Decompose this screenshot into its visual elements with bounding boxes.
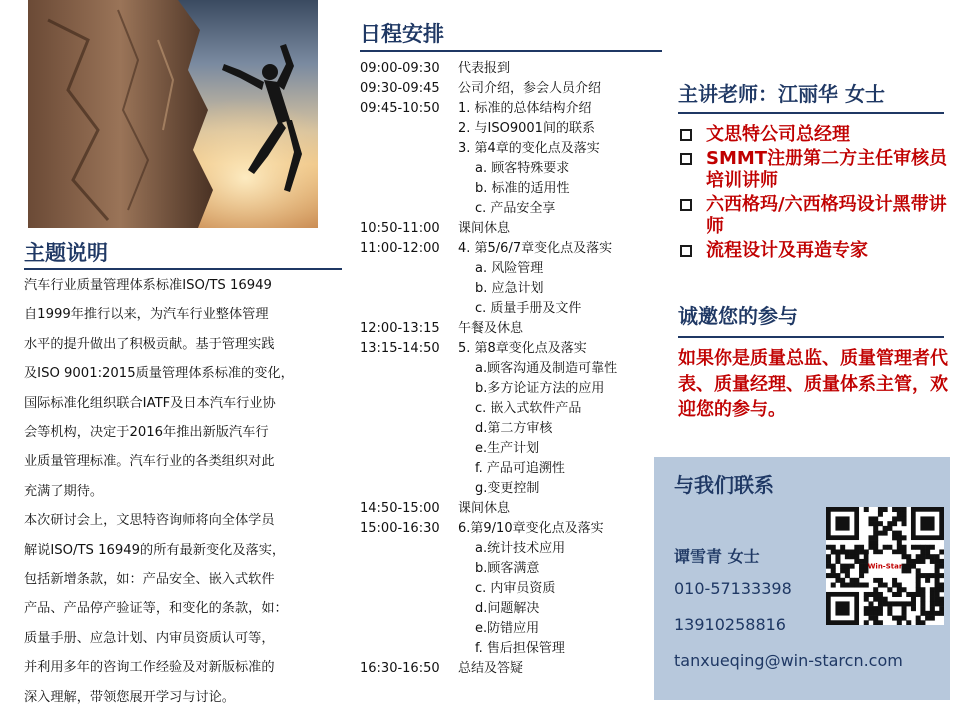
intro-line: 本次研讨会上，文思特咨询师将向全体学员 — [24, 513, 275, 529]
schedule-row — [360, 179, 660, 199]
contact-phone-1[interactable]: 010-57133398 — [674, 579, 792, 598]
contact-name: 谭雪青 女士 — [674, 547, 760, 566]
schedule-subitem: b.顾客满意 — [475, 561, 540, 576]
schedule-item: 3. 第4章的变化点及落实 — [458, 141, 600, 156]
schedule-subitem: a.统计技术应用 — [475, 541, 566, 556]
schedule-subitem: b. 标准的适用性 — [475, 181, 570, 196]
schedule-item: 2. 与ISO9001间的联系 — [458, 121, 595, 136]
schedule-row — [360, 359, 660, 379]
intro-title: 主题说明 — [24, 238, 342, 270]
contact-email[interactable]: tanxueqing@win-starcn.com — [674, 651, 903, 670]
schedule-subitem: f. 产品可追溯性 — [475, 461, 565, 476]
schedule-row — [360, 199, 660, 219]
schedule-row — [360, 619, 660, 639]
schedule-row — [360, 399, 660, 419]
schedule-row — [360, 139, 660, 159]
teacher-credentials — [678, 124, 948, 263]
schedule-time: 10:50-11:00 — [360, 221, 440, 236]
intro-line: 质量手册、应急计划、内审员资质认可等， — [24, 630, 275, 646]
contact-phone-2[interactable]: 13910258816 — [674, 615, 786, 634]
credential-text: 六西格玛/六西格玛设计黑带讲师 — [706, 193, 947, 237]
schedule-row — [360, 639, 660, 659]
credential-item — [678, 240, 948, 263]
credential-item — [678, 124, 948, 147]
schedule-row — [360, 479, 660, 499]
schedule-item: 午餐及休息 — [458, 321, 524, 336]
schedule-row — [360, 119, 660, 139]
intro-line: 业质量管理标准。汽车行业的各类组织对此 — [24, 454, 275, 470]
schedule-subitem: d.第二方审核 — [475, 421, 553, 436]
schedule-time: 13:15-14:50 — [360, 341, 440, 356]
schedule-subitem: a. 风险管理 — [475, 261, 544, 276]
schedule-row — [360, 539, 660, 559]
intro-line: 解说ISO/TS 16949的所有最新变化及落实， — [24, 542, 286, 558]
schedule-time: 14:50-15:00 — [360, 501, 440, 516]
schedule-row — [360, 519, 660, 539]
schedule-item: 课间休息 — [458, 501, 511, 516]
schedule-item: 4. 第5/6/7章变化点及落实 — [458, 241, 613, 256]
checkbox-bullet-icon — [680, 199, 692, 211]
credential-item — [678, 194, 948, 239]
schedule-row — [360, 99, 660, 119]
schedule-list — [360, 59, 660, 679]
schedule-title: 日程安排 — [360, 18, 662, 52]
schedule-item: 总结及答疑 — [458, 661, 524, 676]
schedule-row — [360, 59, 660, 79]
schedule-row — [360, 259, 660, 279]
schedule-time: 16:30-16:50 — [360, 661, 440, 676]
schedule-subitem: f. 售后担保管理 — [475, 641, 565, 656]
intro-line: 水平的提升做出了积极贡献。基于管理实践 — [24, 336, 275, 352]
climber-photo — [28, 0, 318, 228]
schedule-item: 6.第9/10章变化点及落实 — [458, 521, 604, 536]
invite-body: 如果你是质量总监、质量管理者代表、质量经理、质量体系主管，欢迎您的参与。 — [678, 348, 948, 420]
schedule-row — [360, 339, 660, 359]
intro-text — [24, 271, 346, 712]
schedule-time: 09:00-09:30 — [360, 61, 440, 76]
intro-line: 会等机构，决定于2016年推出新版汽车行 — [24, 425, 269, 441]
schedule-row — [360, 319, 660, 339]
intro-line: 国际标准化组织联合IATF及日本汽车行业协 — [24, 395, 276, 411]
checkbox-bullet-icon — [680, 153, 692, 165]
schedule-row — [360, 379, 660, 399]
schedule-subitem: c. 内审员资质 — [475, 581, 556, 596]
intro-line: 产品、产品停产验证等，和变化的条款，如： — [24, 601, 288, 617]
schedule-subitem: c. 质量手册及文件 — [475, 301, 582, 316]
qr-logo: Win-Star — [867, 562, 903, 571]
intro-line: 及ISO 9001:2015质量管理体系标准的变化， — [24, 366, 294, 382]
schedule-item: 代表报到 — [458, 61, 511, 76]
schedule-row — [360, 599, 660, 619]
schedule-subitem: c. 嵌入式软件产品 — [475, 401, 582, 416]
schedule-row — [360, 439, 660, 459]
credential-item — [678, 148, 948, 193]
schedule-row — [360, 299, 660, 319]
schedule-row — [360, 79, 660, 99]
schedule-subitem: e.生产计划 — [475, 441, 540, 456]
contact-panel — [654, 457, 950, 700]
schedule-time: 12:00-13:15 — [360, 321, 440, 336]
credential-text: SMMT注册第二方主任审核员培训讲师 — [706, 147, 948, 191]
schedule-row — [360, 559, 660, 579]
schedule-subitem: a.顾客沟通及制造可靠性 — [475, 361, 618, 376]
contact-title: 与我们联系 — [674, 473, 774, 497]
intro-line: 汽车行业质量管理体系标准ISO/TS 16949 — [24, 278, 272, 293]
schedule-subitem: b.多方论证方法的应用 — [475, 381, 605, 396]
schedule-row — [360, 219, 660, 239]
schedule-row — [360, 499, 660, 519]
schedule-subitem: c. 产品安全享 — [475, 201, 556, 216]
intro-line: 并利用多年的咨询工作经验及对新版标准的 — [24, 660, 275, 676]
qr-code — [826, 507, 944, 625]
intro-line: 包括新增条款，如：产品安全、嵌入式软件 — [24, 572, 275, 588]
teacher-title: 主讲老师：江丽华 女士 — [678, 78, 944, 114]
schedule-item: 1. 标准的总体结构介绍 — [458, 101, 592, 116]
schedule-time: 15:00-16:30 — [360, 521, 440, 536]
credential-text: 文思特公司总经理 — [706, 124, 850, 145]
invite-title: 诚邀您的参与 — [678, 300, 944, 338]
schedule-item: 课间休息 — [458, 221, 511, 236]
schedule-time: 11:00-12:00 — [360, 241, 440, 256]
schedule-row — [360, 579, 660, 599]
schedule-row — [360, 459, 660, 479]
schedule-subitem: e.防错应用 — [475, 621, 540, 636]
schedule-subitem: a. 顾客特殊要求 — [475, 161, 570, 176]
schedule-row — [360, 239, 660, 259]
schedule-time: 09:30-09:45 — [360, 81, 440, 96]
intro-line: 充满了期待。 — [24, 483, 104, 499]
checkbox-bullet-icon — [680, 245, 692, 257]
schedule-row — [360, 419, 660, 439]
credential-text: 流程设计及再造专家 — [706, 239, 868, 261]
schedule-row — [360, 159, 660, 179]
checkbox-bullet-icon — [680, 129, 692, 141]
schedule-item: 公司介绍，参会人员介绍 — [458, 81, 602, 96]
schedule-row — [360, 659, 660, 679]
intro-line: 自1999年推行以来，为汽车行业整体管理 — [24, 307, 269, 323]
schedule-subitem: g.变更控制 — [475, 481, 540, 496]
schedule-subitem: b. 应急计划 — [475, 281, 544, 296]
qr-code-icon — [826, 507, 944, 625]
schedule-item: 5. 第8章变化点及落实 — [458, 341, 587, 356]
schedule-subitem: d.问题解决 — [475, 601, 540, 616]
schedule-time: 09:45-10:50 — [360, 101, 440, 116]
schedule-row — [360, 279, 660, 299]
intro-line: 深入理解，带领您展开学习与讨论。 — [24, 689, 235, 705]
